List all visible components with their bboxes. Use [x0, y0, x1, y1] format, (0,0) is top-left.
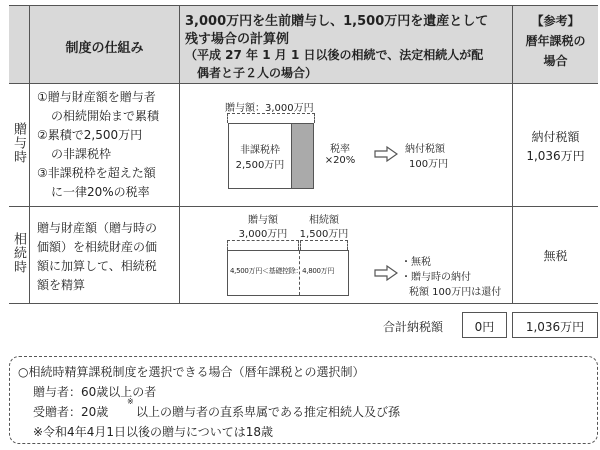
header-reference-line2: 暦年課税の — [525, 34, 586, 48]
note-line3b: 以上の贈与者の直系卑属である推定相続人及び孫 — [136, 405, 401, 419]
row1-mechanism-line6: に一律20%の税率 — [51, 185, 150, 199]
diagram2-gift-bracket — [227, 240, 299, 250]
row2-reference: 無税 — [543, 249, 568, 263]
diagram2-gift-label-line1: 贈与額 — [248, 215, 278, 226]
row1-reference-line1: 納付税額 — [531, 130, 580, 144]
row1-mechanism-line4: の非課税枠 — [51, 147, 112, 161]
row-label-inherit: 相続時 — [11, 232, 26, 274]
row2-mechanism-line4: 額を精算 — [37, 278, 86, 292]
note-line1: ○相続時精算課税制度を選択できる場合（暦年課税との選択制） — [18, 365, 365, 379]
diagram1-taxrate-line2: ×20% — [324, 155, 356, 166]
row1-mechanism-line5: ③非課税枠を超えた額 — [37, 166, 156, 180]
diagram2-arrow-icon — [374, 264, 398, 282]
note-line3a: 受贈者：20歳 — [33, 405, 109, 419]
table-bottom-border — [9, 303, 598, 304]
row1-reference-line2: 1,036万円 — [526, 149, 585, 163]
diagram1-gift-label: 贈与額：3,000万円 — [225, 103, 314, 114]
diagram1-arrow-icon — [374, 145, 398, 163]
row2-mechanism-line1: 贈与財産額（贈与時の — [37, 221, 158, 235]
diagram1-exemption-line1: 非課税枠 — [240, 145, 280, 156]
row1-mechanism-line3: ②累積で2,500万円 — [37, 128, 143, 142]
row-label-gift: 贈与時 — [11, 122, 26, 164]
table-top-border — [9, 5, 598, 6]
row1-mechanism-line1: ①贈与財産額を贈与者 — [37, 90, 156, 104]
header-reference-line3: 場合 — [543, 54, 568, 68]
diagram2-inherit-bracket — [300, 240, 348, 250]
diagram2-box-text: 4,500万円＜基礎控除：4,800万円 — [230, 267, 335, 275]
header-example-line2: 残す場合の計算例 — [185, 32, 290, 47]
diagram2-inherit-label-line2: 1,500万円 — [299, 229, 349, 240]
row2-mechanism-line2: 価額）を相続財産の価 — [37, 240, 158, 254]
row1-mechanism-line2: の相続開始まで累積 — [51, 109, 160, 123]
diagram1-exemption-line2: 2,500万円 — [235, 160, 285, 171]
col-divider-2 — [179, 5, 180, 304]
diagram1-taxable-fill — [292, 124, 313, 188]
diagram1-box-divider — [291, 123, 292, 189]
diagram1-result-line2: 100万円 — [409, 159, 449, 170]
note-line2: 贈与者：60歳以上の者 — [33, 385, 157, 399]
note-footnote-mark: ※ — [127, 397, 134, 406]
diagram1-taxrate-line1: 税率 — [330, 144, 350, 155]
diagram2-gift-label-line2: 3,000万円 — [238, 229, 288, 240]
diagram1-result-line1: 納付税額 — [405, 144, 445, 155]
totals-value1: 0円 — [474, 320, 495, 334]
row2-mechanism-line3: 額に加算して、相続税 — [37, 259, 157, 273]
header-reference-line1: 【参考】 — [531, 14, 580, 28]
header-example-line3: （平成 27 年 1 月 1 日以後の相続で、法定相続人が配 — [185, 48, 484, 62]
header-mechanism: 制度の仕組み — [65, 41, 144, 56]
header-example-line4: 偶者と子２人の場合） — [197, 66, 318, 80]
header-bottom-border — [9, 83, 598, 84]
totals-label: 合計納税額 — [383, 320, 444, 334]
diagram2-result-line3: 税額 100万円は還付 — [409, 287, 502, 298]
diagram2-result-line1: ・無税 — [401, 257, 431, 268]
totals-value2: 1,036万円 — [525, 320, 585, 334]
row-divider — [9, 206, 598, 207]
diagram1-gift-bracket — [227, 113, 315, 123]
diagram2-result-line2: ・贈与時の納付 — [401, 272, 471, 283]
diagram2-inherit-label-line1: 相続額 — [309, 215, 339, 226]
header-example-line1: 3,000万円を生前贈与し、1,500万円を遺産として — [185, 14, 489, 29]
note-line4: ※令和4年4月1日以後の贈与については18歳 — [33, 425, 273, 439]
